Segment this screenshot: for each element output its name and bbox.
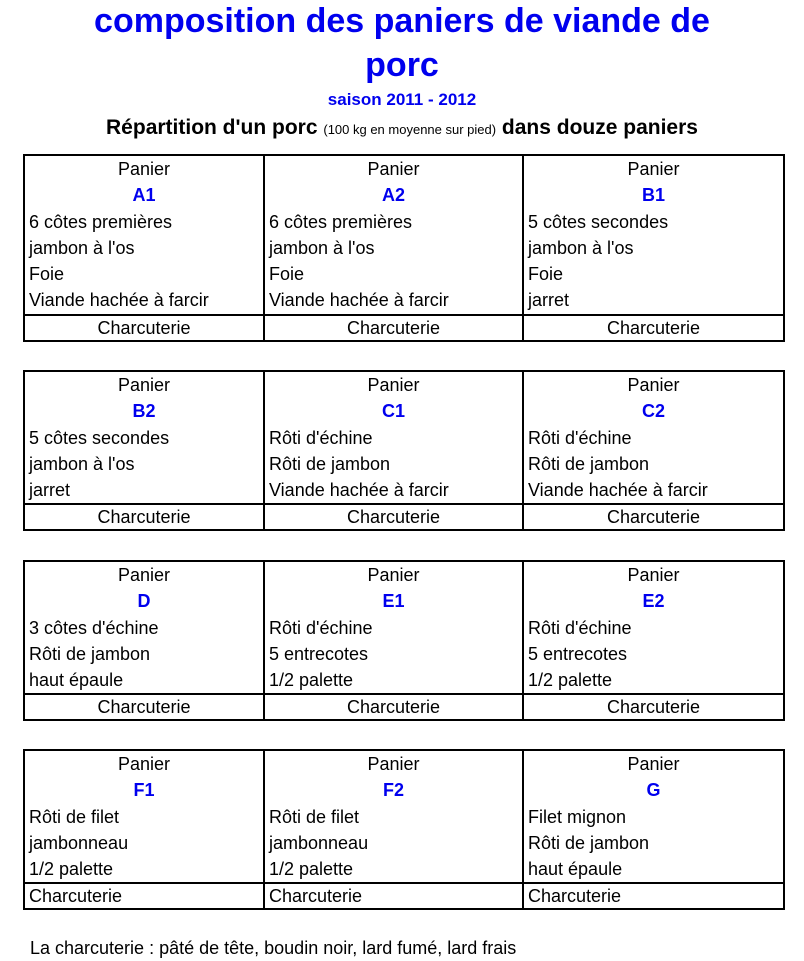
basket-header: Panier <box>627 565 680 585</box>
basket-item: Viande hachée à farcir <box>269 480 449 501</box>
basket-group-3 <box>23 560 785 721</box>
basket-item: Rôti d'échine <box>269 617 373 638</box>
basket-code: E2 <box>642 591 665 612</box>
basket-item: Rôti de jambon <box>528 832 650 853</box>
basket-footer: Charcuterie <box>606 317 701 338</box>
basket-item: 5 côtes secondes <box>29 427 170 448</box>
basket-item: jambon à l'os <box>528 237 634 258</box>
basket-item: Rôti de jambon <box>29 643 151 664</box>
subtitle-note: (100 kg en moyenne sur pied) <box>323 122 497 137</box>
basket-item: Rôti d'échine <box>269 427 373 448</box>
basket-code: A1 <box>132 185 156 206</box>
basket-footer: Charcuterie <box>265 316 524 340</box>
basket-d <box>25 562 265 693</box>
basket-item: 1/2 palette <box>269 859 354 880</box>
basket-a1 <box>25 156 265 314</box>
basket-code: D <box>137 591 151 612</box>
basket-code: C2 <box>641 401 665 422</box>
basket-item: 1/2 palette <box>29 859 114 880</box>
basket-item: Foie <box>528 264 564 285</box>
basket-header: Panier <box>627 754 680 774</box>
basket-code: F1 <box>133 780 155 801</box>
basket-header: Panier <box>367 375 420 395</box>
basket-item: jarret <box>29 480 71 501</box>
basket-code: C1 <box>381 401 405 422</box>
basket-item: jambon à l'os <box>29 237 135 258</box>
basket-item: Viande hachée à farcir <box>528 480 708 501</box>
basket-header: Panier <box>117 159 171 179</box>
basket-header: Panier <box>117 754 171 774</box>
basket-item: Viande hachée à farcir <box>269 290 449 311</box>
page-title-line-2: porc <box>365 46 439 84</box>
basket-b1 <box>524 156 783 314</box>
subtitle-main: Répartition d'un porc <box>106 116 318 139</box>
basket-item: jambonneau <box>29 832 129 853</box>
basket-header: Panier <box>627 159 680 179</box>
basket-footer: Charcuterie <box>606 507 701 528</box>
basket-item: Foie <box>269 264 305 285</box>
basket-footer: Charcuterie <box>25 505 265 529</box>
basket-header: Panier <box>627 375 680 395</box>
basket-b2 <box>25 372 265 503</box>
basket-item: jarret <box>528 290 570 311</box>
basket-item: 5 côtes secondes <box>528 211 669 232</box>
basket-code: B1 <box>641 185 665 206</box>
basket-header: Panier <box>117 565 171 585</box>
charcuterie-note: La charcuterie : pâté de tête, boudin noir, lard fumé, lard frais <box>30 938 517 958</box>
basket-footer: Charcuterie <box>25 316 265 340</box>
basket-c2 <box>524 372 783 503</box>
basket-item: 1/2 palette <box>528 670 613 691</box>
basket-item: Foie <box>29 264 65 285</box>
basket-a2 <box>265 156 524 314</box>
basket-header: Panier <box>367 565 420 585</box>
basket-c1 <box>265 372 524 503</box>
basket-item: haut épaule <box>528 859 623 880</box>
basket-item: Rôti d'échine <box>528 427 632 448</box>
basket-code: F2 <box>382 780 404 801</box>
basket-f2 <box>265 751 524 882</box>
basket-footer: Charcuterie <box>25 884 265 908</box>
basket-item: 5 entrecotes <box>528 643 628 664</box>
basket-item: jambon à l'os <box>269 237 375 258</box>
basket-code: B2 <box>132 401 156 422</box>
basket-code: G <box>646 780 661 801</box>
basket-group-4 <box>23 749 785 910</box>
basket-code: E1 <box>382 591 405 612</box>
basket-footer: Charcuterie <box>606 697 701 718</box>
basket-item: Filet mignon <box>528 806 627 827</box>
basket-footer: Charcuterie <box>25 695 265 719</box>
basket-item: Rôti de jambon <box>528 453 650 474</box>
basket-header: Panier <box>117 375 171 395</box>
basket-item: jambonneau <box>269 832 369 853</box>
basket-code: A2 <box>381 185 405 206</box>
basket-item: Rôti de filet <box>29 806 120 827</box>
basket-item: jambon à l'os <box>29 453 135 474</box>
basket-item: 6 côtes premières <box>269 211 413 232</box>
basket-item: Rôti de filet <box>269 806 360 827</box>
basket-header: Panier <box>367 754 420 774</box>
basket-footer: Charcuterie <box>265 695 524 719</box>
basket-footer: Charcuterie <box>528 886 622 907</box>
season-label: saison 2011 - 2012 <box>327 90 477 109</box>
basket-item: 6 côtes premières <box>29 211 173 232</box>
basket-group-1 <box>23 154 785 342</box>
basket-e1 <box>265 562 524 693</box>
basket-f1 <box>25 751 265 882</box>
basket-header: Panier <box>367 159 420 179</box>
basket-item: Viande hachée à farcir <box>29 290 209 311</box>
subtitle <box>0 116 804 140</box>
page-title-line-1: composition des paniers de viande de <box>94 2 710 40</box>
basket-item: 3 côtes d'échine <box>29 617 159 638</box>
basket-g <box>524 751 783 882</box>
basket-item: Rôti d'échine <box>528 617 632 638</box>
subtitle-end: dans douze paniers <box>501 116 698 139</box>
basket-footer: Charcuterie <box>265 505 524 529</box>
basket-item: 1/2 palette <box>269 670 354 691</box>
basket-item: Rôti de jambon <box>269 453 391 474</box>
basket-group-2 <box>23 370 785 531</box>
basket-footer: Charcuterie <box>265 884 524 908</box>
basket-e2 <box>524 562 783 693</box>
basket-item: haut épaule <box>29 670 124 691</box>
basket-item: 5 entrecotes <box>269 643 369 664</box>
